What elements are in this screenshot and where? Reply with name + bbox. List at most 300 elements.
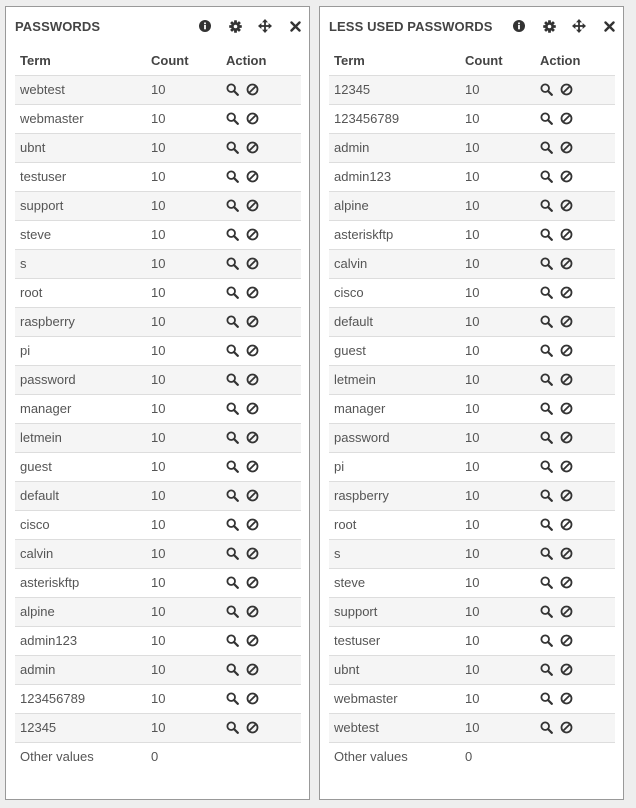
action-cell [221, 307, 301, 336]
row-actions [226, 460, 301, 473]
row-actions [540, 170, 615, 183]
term-cell: cisco [15, 510, 146, 539]
term-cell: default [329, 307, 460, 336]
close-icon[interactable] [287, 18, 303, 34]
block-icon[interactable] [246, 489, 259, 502]
block-icon[interactable] [246, 721, 259, 734]
row-actions [226, 634, 301, 647]
table-row [15, 75, 301, 104]
column-header-action: Action [221, 46, 301, 75]
term-cell: 12345 [15, 713, 146, 742]
row-actions [540, 692, 615, 705]
table-row [15, 597, 301, 626]
block-icon[interactable] [560, 373, 573, 386]
table-row [329, 597, 615, 626]
table-row [329, 684, 615, 713]
gear-icon[interactable] [541, 18, 557, 34]
count-cell: 10 [146, 539, 221, 568]
info-icon[interactable] [511, 18, 527, 34]
block-icon[interactable] [246, 228, 259, 241]
table-row [329, 452, 615, 481]
panel-tools [497, 18, 617, 34]
count-cell: 10 [146, 713, 221, 742]
search-icon[interactable] [540, 112, 553, 125]
table-row [329, 626, 615, 655]
block-icon[interactable] [246, 83, 259, 96]
table-row [15, 510, 301, 539]
search-icon[interactable] [226, 315, 239, 328]
search-icon[interactable] [540, 315, 553, 328]
table-row [15, 278, 301, 307]
term-cell: steve [329, 568, 460, 597]
table-row [15, 133, 301, 162]
term-cell: admin [329, 133, 460, 162]
search-icon[interactable] [540, 518, 553, 531]
action-cell [535, 568, 615, 597]
term-cell: 123456789 [15, 684, 146, 713]
search-icon[interactable] [226, 605, 239, 618]
term-cell: calvin [329, 249, 460, 278]
block-icon[interactable] [246, 199, 259, 212]
count-cell: 10 [146, 191, 221, 220]
term-cell: webmaster [329, 684, 460, 713]
table-row [329, 307, 615, 336]
count-cell: 10 [146, 220, 221, 249]
count-cell: 10 [460, 75, 535, 104]
block-icon[interactable] [246, 431, 259, 444]
search-icon[interactable] [540, 170, 553, 183]
table-row [329, 220, 615, 249]
search-icon[interactable] [226, 518, 239, 531]
term-cell: cisco [329, 278, 460, 307]
row-actions [226, 518, 301, 531]
action-cell [221, 133, 301, 162]
row-actions [540, 431, 615, 444]
action-cell [535, 365, 615, 394]
table-row [15, 481, 301, 510]
block-icon[interactable] [560, 257, 573, 270]
table-row [329, 162, 615, 191]
block-icon[interactable] [560, 83, 573, 96]
block-icon[interactable] [246, 663, 259, 676]
action-cell [221, 510, 301, 539]
action-cell [535, 713, 615, 742]
search-icon[interactable] [226, 663, 239, 676]
table-row [329, 539, 615, 568]
term-cell: pi [329, 452, 460, 481]
term-cell: 12345 [329, 75, 460, 104]
block-icon[interactable] [560, 199, 573, 212]
term-cell: alpine [329, 191, 460, 220]
search-icon[interactable] [226, 547, 239, 560]
term-cell: steve [15, 220, 146, 249]
action-cell [535, 220, 615, 249]
term-cell: testuser [329, 626, 460, 655]
search-icon[interactable] [540, 141, 553, 154]
block-icon[interactable] [246, 286, 259, 299]
table-row [15, 104, 301, 133]
column-header-term: Term [329, 46, 460, 75]
count-cell: 10 [146, 452, 221, 481]
action-cell [535, 191, 615, 220]
table-row [15, 626, 301, 655]
search-icon[interactable] [540, 199, 553, 212]
count-cell: 10 [460, 626, 535, 655]
table-row [15, 365, 301, 394]
term-cell: testuser [15, 162, 146, 191]
term-cell: password [15, 365, 146, 394]
search-icon[interactable] [226, 721, 239, 734]
term-cell: pi [15, 336, 146, 365]
count-cell: 10 [460, 249, 535, 278]
row-actions [540, 83, 615, 96]
row-actions [226, 547, 301, 560]
block-icon[interactable] [246, 257, 259, 270]
row-actions [226, 576, 301, 589]
action-cell [535, 104, 615, 133]
action-cell [535, 684, 615, 713]
row-actions [226, 402, 301, 415]
count-cell: 10 [460, 539, 535, 568]
search-icon[interactable] [540, 83, 553, 96]
count-cell: 10 [146, 655, 221, 684]
table-row [15, 452, 301, 481]
table-row [329, 191, 615, 220]
other-values-label: Other values [329, 742, 460, 771]
block-icon[interactable] [560, 721, 573, 734]
block-icon[interactable] [560, 170, 573, 183]
term-cell: webmaster [15, 104, 146, 133]
search-icon[interactable] [226, 170, 239, 183]
column-header-count: Count [146, 46, 221, 75]
column-header-term: Term [15, 46, 146, 75]
row-actions [540, 605, 615, 618]
term-cell: root [329, 510, 460, 539]
count-cell: 10 [146, 597, 221, 626]
column-header-action: Action [535, 46, 615, 75]
panel-header [6, 7, 309, 45]
search-icon[interactable] [226, 112, 239, 125]
block-icon[interactable] [560, 634, 573, 647]
block-icon[interactable] [246, 402, 259, 415]
term-cell: letmein [15, 423, 146, 452]
row-actions [540, 141, 615, 154]
term-cell: guest [329, 336, 460, 365]
panel-header [320, 7, 623, 45]
search-icon[interactable] [226, 257, 239, 270]
block-icon[interactable] [246, 605, 259, 618]
count-cell: 10 [460, 568, 535, 597]
term-cell: raspberry [15, 307, 146, 336]
row-actions [226, 663, 301, 676]
count-cell: 10 [460, 220, 535, 249]
other-values-count: 0 [460, 742, 535, 771]
block-icon[interactable] [246, 315, 259, 328]
table-row [329, 336, 615, 365]
table-row [15, 713, 301, 742]
search-icon[interactable] [540, 344, 553, 357]
table-row [329, 278, 615, 307]
action-cell [221, 394, 301, 423]
action-cell [221, 713, 301, 742]
search-icon[interactable] [540, 373, 553, 386]
row-actions [226, 692, 301, 705]
term-cell: default [15, 481, 146, 510]
row-actions [226, 431, 301, 444]
search-icon[interactable] [226, 373, 239, 386]
search-icon[interactable] [540, 605, 553, 618]
term-cell: ubnt [15, 133, 146, 162]
action-cell [535, 539, 615, 568]
block-icon[interactable] [560, 605, 573, 618]
row-actions [226, 605, 301, 618]
block-icon[interactable] [560, 518, 573, 531]
table-row [329, 568, 615, 597]
count-cell: 10 [146, 162, 221, 191]
block-icon[interactable] [246, 373, 259, 386]
action-cell [535, 336, 615, 365]
count-cell: 10 [460, 452, 535, 481]
move-icon[interactable] [257, 18, 273, 34]
row-actions [226, 228, 301, 241]
move-icon[interactable] [571, 18, 587, 34]
search-icon[interactable] [226, 460, 239, 473]
term-cell: asteriskftp [15, 568, 146, 597]
info-icon[interactable] [197, 18, 213, 34]
block-icon[interactable] [560, 663, 573, 676]
term-cell: support [329, 597, 460, 626]
table-row [15, 539, 301, 568]
action-cell [535, 655, 615, 684]
count-cell: 10 [146, 626, 221, 655]
count-cell: 10 [146, 568, 221, 597]
search-icon[interactable] [540, 634, 553, 647]
action-cell [221, 684, 301, 713]
block-icon[interactable] [560, 315, 573, 328]
block-icon[interactable] [560, 692, 573, 705]
block-icon[interactable] [246, 576, 259, 589]
row-actions [540, 518, 615, 531]
block-icon[interactable] [246, 141, 259, 154]
search-icon[interactable] [540, 576, 553, 589]
other-values-row [15, 742, 301, 771]
count-cell: 10 [146, 365, 221, 394]
block-icon[interactable] [560, 576, 573, 589]
search-icon[interactable] [540, 402, 553, 415]
table-row [15, 162, 301, 191]
row-actions [540, 547, 615, 560]
block-icon[interactable] [560, 489, 573, 502]
row-actions [540, 402, 615, 415]
search-icon[interactable] [226, 402, 239, 415]
term-cell: ubnt [329, 655, 460, 684]
search-icon[interactable] [540, 663, 553, 676]
count-cell: 10 [146, 423, 221, 452]
table-row [15, 568, 301, 597]
block-icon[interactable] [560, 460, 573, 473]
count-cell: 10 [146, 133, 221, 162]
block-icon[interactable] [246, 518, 259, 531]
block-icon[interactable] [560, 286, 573, 299]
search-icon[interactable] [540, 257, 553, 270]
search-icon[interactable] [226, 344, 239, 357]
block-icon[interactable] [246, 344, 259, 357]
block-icon[interactable] [246, 547, 259, 560]
action-cell [535, 626, 615, 655]
count-cell: 10 [460, 481, 535, 510]
row-actions [540, 663, 615, 676]
panel-tools [183, 18, 303, 34]
search-icon[interactable] [540, 286, 553, 299]
row-actions [226, 489, 301, 502]
row-actions [226, 199, 301, 212]
row-actions [226, 344, 301, 357]
less-used-passwords-table [329, 46, 615, 771]
action-cell [535, 162, 615, 191]
search-icon[interactable] [540, 489, 553, 502]
row-actions [540, 576, 615, 589]
table-row [15, 191, 301, 220]
action-cell [535, 510, 615, 539]
count-cell: 10 [460, 510, 535, 539]
row-actions [226, 112, 301, 125]
block-icon[interactable] [560, 228, 573, 241]
block-icon[interactable] [246, 634, 259, 647]
block-icon[interactable] [560, 431, 573, 444]
row-actions [540, 373, 615, 386]
action-cell [221, 423, 301, 452]
action-cell [535, 307, 615, 336]
table-row [15, 249, 301, 278]
table-row [329, 249, 615, 278]
row-actions [226, 141, 301, 154]
search-icon[interactable] [540, 431, 553, 444]
term-cell: s [329, 539, 460, 568]
count-cell: 10 [146, 394, 221, 423]
table-row [15, 655, 301, 684]
term-cell: letmein [329, 365, 460, 394]
search-icon[interactable] [226, 228, 239, 241]
count-cell: 10 [460, 133, 535, 162]
block-icon[interactable] [246, 460, 259, 473]
term-cell: calvin [15, 539, 146, 568]
action-cell [221, 539, 301, 568]
count-cell: 10 [146, 278, 221, 307]
action-cell [535, 742, 615, 771]
table-row [15, 220, 301, 249]
count-cell: 10 [146, 336, 221, 365]
count-cell: 10 [146, 75, 221, 104]
action-cell [535, 423, 615, 452]
count-cell: 10 [460, 278, 535, 307]
search-icon[interactable] [540, 721, 553, 734]
table-row [329, 713, 615, 742]
action-cell [221, 249, 301, 278]
search-icon[interactable] [226, 286, 239, 299]
term-cell: support [15, 191, 146, 220]
count-cell: 10 [460, 365, 535, 394]
row-actions [540, 112, 615, 125]
row-actions [540, 199, 615, 212]
block-icon[interactable] [560, 344, 573, 357]
count-cell: 10 [460, 394, 535, 423]
row-actions [540, 228, 615, 241]
table-row [329, 481, 615, 510]
table-row [15, 336, 301, 365]
search-icon[interactable] [540, 692, 553, 705]
row-actions [540, 315, 615, 328]
row-actions [540, 460, 615, 473]
search-icon[interactable] [540, 547, 553, 560]
action-cell [221, 104, 301, 133]
count-cell: 10 [460, 336, 535, 365]
row-actions [226, 373, 301, 386]
term-cell: raspberry [329, 481, 460, 510]
search-icon[interactable] [540, 460, 553, 473]
table-row [329, 133, 615, 162]
count-cell: 10 [460, 191, 535, 220]
count-cell: 10 [460, 597, 535, 626]
search-icon[interactable] [540, 228, 553, 241]
search-icon[interactable] [226, 489, 239, 502]
panel-title: PASSWORDS [15, 19, 101, 34]
row-actions [226, 315, 301, 328]
block-icon[interactable] [560, 112, 573, 125]
action-cell [535, 133, 615, 162]
search-icon[interactable] [226, 199, 239, 212]
block-icon[interactable] [246, 112, 259, 125]
block-icon[interactable] [246, 692, 259, 705]
action-cell [221, 655, 301, 684]
table-row [329, 655, 615, 684]
term-cell: webtest [329, 713, 460, 742]
search-icon[interactable] [226, 634, 239, 647]
column-header-count: Count [460, 46, 535, 75]
block-icon[interactable] [560, 402, 573, 415]
row-actions [226, 286, 301, 299]
action-cell [535, 597, 615, 626]
search-icon[interactable] [226, 692, 239, 705]
close-icon[interactable] [601, 18, 617, 34]
gear-icon[interactable] [227, 18, 243, 34]
term-cell: manager [329, 394, 460, 423]
less-used-passwords-panel [319, 6, 624, 800]
action-cell [535, 452, 615, 481]
block-icon[interactable] [560, 141, 573, 154]
other-values-label: Other values [15, 742, 146, 771]
search-icon[interactable] [226, 431, 239, 444]
count-cell: 10 [460, 104, 535, 133]
table-row [15, 307, 301, 336]
action-cell [221, 220, 301, 249]
action-cell [221, 452, 301, 481]
row-actions [540, 489, 615, 502]
count-cell: 10 [146, 307, 221, 336]
action-cell [221, 336, 301, 365]
action-cell [221, 742, 301, 771]
block-icon[interactable] [560, 547, 573, 560]
table-row [329, 104, 615, 133]
row-actions [540, 721, 615, 734]
search-icon[interactable] [226, 576, 239, 589]
block-icon[interactable] [246, 170, 259, 183]
term-cell: s [15, 249, 146, 278]
action-cell [221, 481, 301, 510]
search-icon[interactable] [226, 83, 239, 96]
action-cell [221, 597, 301, 626]
search-icon[interactable] [226, 141, 239, 154]
row-actions [540, 634, 615, 647]
